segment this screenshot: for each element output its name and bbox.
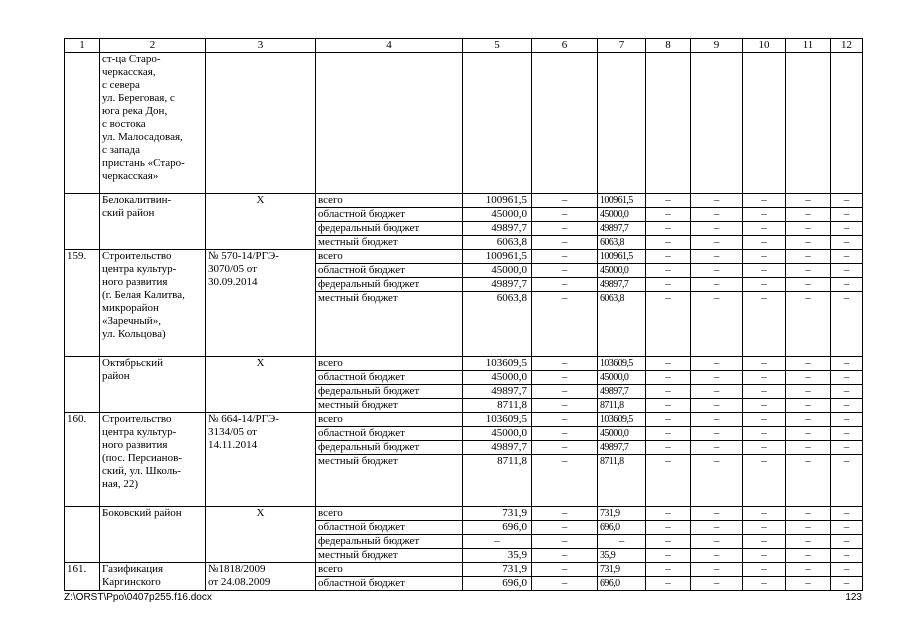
amount-col10: – [743,399,786,413]
amount-col6: – [532,236,598,250]
amount-col10: – [743,577,786,591]
amount-total: 100961,5 [463,194,532,208]
amount-col9: – [691,357,743,371]
col-header: 8 [646,39,691,53]
empty-cell [598,53,646,194]
empty-cell [831,53,863,194]
amount-col11: – [786,194,831,208]
amount-col8: – [646,413,691,427]
amount-col6: – [532,278,598,292]
funding-source: местный бюджет [316,399,463,413]
document-ref: Х [206,357,316,413]
funding-source: областной бюджет [316,371,463,385]
amount-col10: – [743,549,786,563]
amount-col12: – [831,278,863,292]
amount-total: 6063,8 [463,292,532,357]
funding-source: местный бюджет [316,292,463,357]
amount-col9: – [691,278,743,292]
amount-col8: – [646,385,691,399]
funding-source: федеральный бюджет [316,385,463,399]
amount-col12: – [831,292,863,357]
amount-col8: – [646,507,691,521]
amount-col6: – [532,577,598,591]
amount-col8: – [646,278,691,292]
amount-col8: – [646,292,691,357]
funding-source: всего [316,357,463,371]
object-name: Белокалитвин- ский район [100,194,206,250]
amount-col9: – [691,455,743,507]
amount-col7: 49897,7 [598,222,646,236]
amount-col7: 696,0 [598,577,646,591]
amount-col8: – [646,264,691,278]
amount-total: 6063,8 [463,236,532,250]
amount-col7: 8711,8 [598,455,646,507]
amount-col9: – [691,208,743,222]
amount-col8: – [646,549,691,563]
amount-total: 45000,0 [463,427,532,441]
object-name: Боковский район [100,507,206,563]
amount-col10: – [743,535,786,549]
empty-cell [691,53,743,194]
column-number-row [65,39,863,53]
empty-cell [786,53,831,194]
empty-cell [743,53,786,194]
amount-col7: 731,9 [598,507,646,521]
amount-col10: – [743,563,786,577]
row-number [65,53,100,194]
amount-col9: – [691,577,743,591]
document-ref: №1818/2009 от 24.08.2009 [206,563,316,591]
amount-col11: – [786,563,831,577]
amount-col12: – [831,563,863,577]
amount-col9: – [691,427,743,441]
object-name: Строительство центра культур- ного развития (г. Белая Калитва, микрорайон «Заречный», ул. Кольцова) [100,250,206,357]
funding-source: областной бюджет [316,577,463,591]
amount-col11: – [786,236,831,250]
amount-col7: 103609,5 [598,413,646,427]
amount-col12: – [831,535,863,549]
amount-col10: – [743,278,786,292]
object-name: Газификация Каргинского [100,563,206,591]
amount-col9: – [691,535,743,549]
amount-col7: 731,9 [598,563,646,577]
amount-col6: – [532,507,598,521]
amount-total: 103609,5 [463,357,532,371]
amount-col7: – [598,535,646,549]
funding-source: областной бюджет [316,521,463,535]
amount-total: 8711,8 [463,399,532,413]
amount-col12: – [831,427,863,441]
amount-col9: – [691,264,743,278]
amount-col12: – [831,385,863,399]
amount-col7: 45000,0 [598,264,646,278]
amount-col12: – [831,399,863,413]
amount-col9: – [691,371,743,385]
amount-col8: – [646,399,691,413]
col-header: 6 [532,39,598,53]
col-header: 7 [598,39,646,53]
amount-col10: – [743,441,786,455]
amount-col8: – [646,427,691,441]
amount-col11: – [786,455,831,507]
amount-col11: – [786,577,831,591]
amount-col10: – [743,208,786,222]
amount-col10: – [743,385,786,399]
funding-source: федеральный бюджет [316,535,463,549]
amount-col10: – [743,236,786,250]
intro-row [65,53,863,194]
col-header: 5 [463,39,532,53]
amount-col6: – [532,427,598,441]
amount-col11: – [786,371,831,385]
amount-col11: – [786,521,831,535]
amount-col12: – [831,264,863,278]
row-number: 161. [65,563,100,591]
amount-col10: – [743,507,786,521]
amount-col10: – [743,521,786,535]
amount-total: 731,9 [463,563,532,577]
amount-col12: – [831,549,863,563]
col-header: 4 [316,39,463,53]
amount-col12: – [831,413,863,427]
document-ref: Х [206,507,316,563]
amount-col9: – [691,521,743,535]
amount-col8: – [646,208,691,222]
amount-total: 696,0 [463,577,532,591]
amount-col9: – [691,413,743,427]
amount-col9: – [691,385,743,399]
budget-row [65,250,863,264]
amount-col6: – [532,441,598,455]
funding-source: федеральный бюджет [316,222,463,236]
amount-col11: – [786,292,831,357]
amount-total: 49897,7 [463,385,532,399]
amount-col6: – [532,357,598,371]
amount-col10: – [743,194,786,208]
amount-col9: – [691,236,743,250]
amount-col6: – [532,563,598,577]
amount-col10: – [743,250,786,264]
amount-col6: – [532,250,598,264]
amount-col8: – [646,441,691,455]
amount-col11: – [786,441,831,455]
amount-total: 49897,7 [463,441,532,455]
amount-col9: – [691,222,743,236]
funding-source: всего [316,413,463,427]
amount-total: – [463,535,532,549]
budget-row [65,413,863,427]
amount-col6: – [532,385,598,399]
amount-col8: – [646,236,691,250]
funding-source: областной бюджет [316,208,463,222]
empty-cell [532,53,598,194]
amount-col11: – [786,250,831,264]
amount-col7: 100961,5 [598,194,646,208]
amount-col11: – [786,549,831,563]
amount-col6: – [532,413,598,427]
amount-col12: – [831,521,863,535]
amount-col7: 45000,0 [598,208,646,222]
amount-col10: – [743,264,786,278]
object-location: ст-ца Старо- черкасская, с севера ул. Береговая, с юга река Дон, с востока ул. Малосадовая, с запада пристань «Старо- черкасская» [100,53,206,194]
amount-col8: – [646,194,691,208]
amount-col9: – [691,441,743,455]
budget-row [65,563,863,577]
document-ref: № 664-14/РГЭ- 3134/05 от 14.11.2014 [206,413,316,507]
amount-col11: – [786,264,831,278]
file-path: Z:\ORST\Ppo\0407p255.f16.docx [64,592,212,603]
col-header: 10 [743,39,786,53]
funding-source: всего [316,250,463,264]
amount-col8: – [646,455,691,507]
amount-col8: – [646,222,691,236]
budget-row [65,357,863,371]
amount-col6: – [532,194,598,208]
amount-col11: – [786,507,831,521]
amount-col11: – [786,427,831,441]
amount-col9: – [691,563,743,577]
funding-source: местный бюджет [316,549,463,563]
amount-total: 49897,7 [463,278,532,292]
amount-col12: – [831,371,863,385]
amount-col10: – [743,222,786,236]
amount-col11: – [786,535,831,549]
amount-col12: – [831,577,863,591]
amount-col9: – [691,507,743,521]
amount-col6: – [532,455,598,507]
amount-col10: – [743,371,786,385]
funding-source: местный бюджет [316,455,463,507]
amount-col6: – [532,264,598,278]
amount-col10: – [743,427,786,441]
amount-col11: – [786,413,831,427]
funding-source: областной бюджет [316,427,463,441]
amount-col11: – [786,278,831,292]
amount-col7: 49897,7 [598,278,646,292]
amount-col6: – [532,371,598,385]
amount-col9: – [691,250,743,264]
empty-cell [206,53,316,194]
amount-col8: – [646,535,691,549]
amount-col12: – [831,455,863,507]
amount-total: 49897,7 [463,222,532,236]
document-ref: № 570-14/РГЭ- 3070/05 от 30.09.2014 [206,250,316,357]
empty-cell [316,53,463,194]
amount-col8: – [646,250,691,264]
amount-col11: – [786,357,831,371]
amount-col7: 100961,5 [598,250,646,264]
amount-col8: – [646,357,691,371]
amount-col12: – [831,222,863,236]
amount-col8: – [646,563,691,577]
amount-col8: – [646,577,691,591]
amount-col7: 103609,5 [598,357,646,371]
amount-col9: – [691,549,743,563]
funding-source: областной бюджет [316,264,463,278]
funding-source: местный бюджет [316,236,463,250]
object-name: Октябрьский район [100,357,206,413]
amount-total: 100961,5 [463,250,532,264]
amount-col7: 696,0 [598,521,646,535]
amount-col8: – [646,371,691,385]
amount-col11: – [786,208,831,222]
row-number: 159. [65,250,100,357]
amount-total: 35,9 [463,549,532,563]
amount-total: 8711,8 [463,455,532,507]
amount-col7: 8711,8 [598,399,646,413]
amount-col7: 49897,7 [598,385,646,399]
amount-col6: – [532,292,598,357]
budget-row [65,507,863,521]
document-ref: Х [206,194,316,250]
empty-cell [646,53,691,194]
amount-total: 45000,0 [463,264,532,278]
amount-col7: 45000,0 [598,371,646,385]
amount-col10: – [743,413,786,427]
col-header: 3 [206,39,316,53]
amount-col6: – [532,222,598,236]
amount-col10: – [743,455,786,507]
amount-col12: – [831,236,863,250]
row-number: 160. [65,413,100,507]
amount-col11: – [786,222,831,236]
col-header: 11 [786,39,831,53]
funding-source: всего [316,563,463,577]
amount-col6: – [532,521,598,535]
amount-col10: – [743,357,786,371]
object-name: Строительство центра культур- ного развития (пос. Персианов- ский, ул. Школь- ная, 22) [100,413,206,507]
col-header: 9 [691,39,743,53]
amount-col7: 6063,8 [598,236,646,250]
amount-col6: – [532,208,598,222]
row-number [65,194,100,250]
amount-col12: – [831,441,863,455]
amount-col11: – [786,399,831,413]
amount-col12: – [831,357,863,371]
amount-col7: 35,9 [598,549,646,563]
amount-col10: – [743,292,786,357]
funding-source: федеральный бюджет [316,278,463,292]
funding-source: всего [316,507,463,521]
amount-total: 103609,5 [463,413,532,427]
amount-col6: – [532,535,598,549]
amount-total: 696,0 [463,521,532,535]
row-number [65,357,100,413]
col-header: 1 [65,39,100,53]
col-header: 2 [100,39,206,53]
amount-col12: – [831,208,863,222]
budget-row [65,194,863,208]
col-header: 12 [831,39,863,53]
funding-source: федеральный бюджет [316,441,463,455]
row-number [65,507,100,563]
amount-col7: 45000,0 [598,427,646,441]
amount-col7: 49897,7 [598,441,646,455]
funding-source: всего [316,194,463,208]
amount-col11: – [786,385,831,399]
amount-col6: – [532,549,598,563]
amount-col7: 6063,8 [598,292,646,357]
amount-col9: – [691,292,743,357]
empty-cell [463,53,532,194]
amount-total: 45000,0 [463,371,532,385]
amount-col12: – [831,194,863,208]
amount-total: 731,9 [463,507,532,521]
amount-col12: – [831,507,863,521]
amount-total: 45000,0 [463,208,532,222]
amount-col8: – [646,521,691,535]
amount-col9: – [691,399,743,413]
amount-col6: – [532,399,598,413]
page-number: 123 [845,592,862,603]
amount-col9: – [691,194,743,208]
amount-col12: – [831,250,863,264]
budget-table [64,38,863,591]
